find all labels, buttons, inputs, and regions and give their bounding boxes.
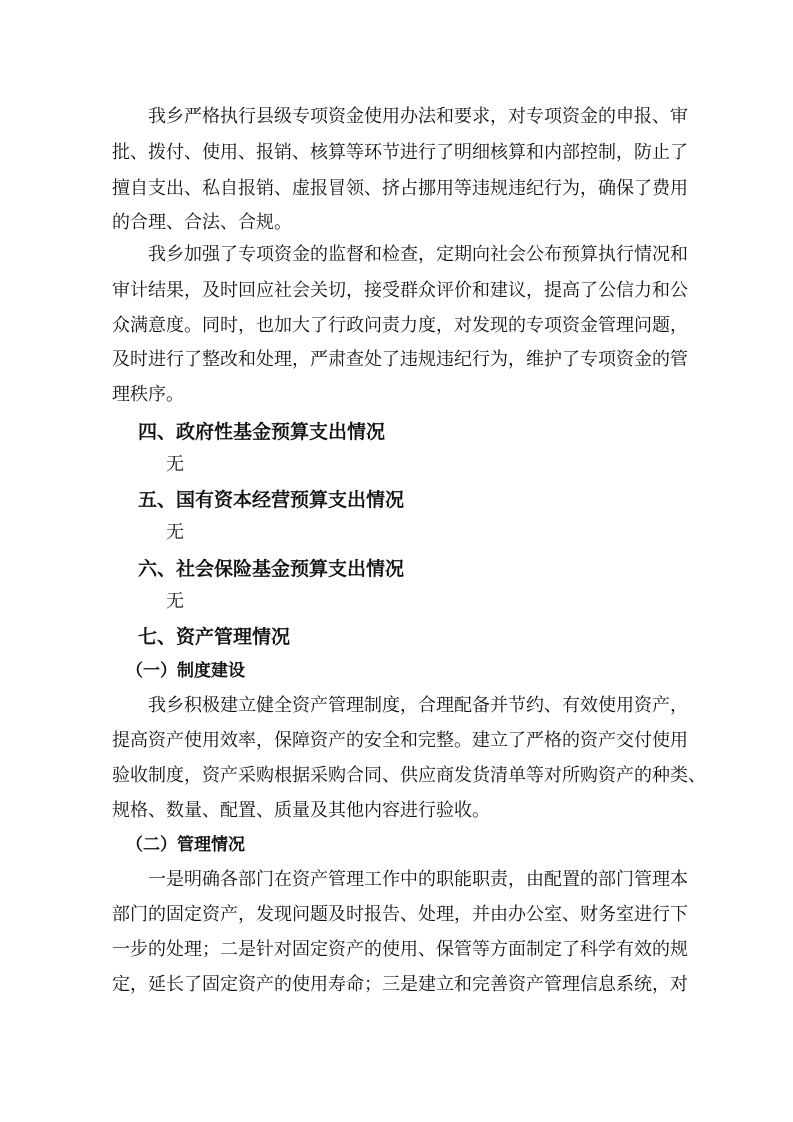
body-text-line: 众满意度。同时，也加大了行政问责力度，对发现的专项资金管理问题，	[112, 315, 688, 336]
body-text-line: 一是明确各部门在资产管理工作中的职能职责，由配置的部门管理本	[112, 869, 688, 890]
section-4-body: 无	[166, 454, 184, 475]
body-text-line: 规格、数量、配置、质量及其他内容进行验收。	[112, 800, 490, 821]
section-heading-7: 七、资产管理情况	[138, 626, 291, 648]
section-heading-6: 六、社会保险基金预算支出情况	[138, 558, 405, 580]
section-6-body: 无	[166, 591, 184, 612]
body-text-line: 定，延长了固定资产的使用寿命；三是建立和完善资产管理信息系统，对	[112, 974, 688, 995]
body-text-line: 我乡严格执行县级专项资金使用办法和要求，对专项资金的申报、审	[112, 106, 688, 127]
body-text-line: 审计结果，及时回应社会关切，接受群众评价和建议，提高了公信力和公	[112, 280, 688, 301]
body-text-line: 擅自支出、私自报销、虚报冒领、挤占挪用等违规违纪行为，确保了费用	[112, 178, 688, 199]
section-heading-5: 五、国有资本经营预算支出情况	[138, 489, 405, 511]
body-text-line: 批、拨付、使用、报销、核算等环节进行了明细核算和内部控制，防止了	[112, 142, 688, 163]
body-text-line: 一步的处理；二是针对固定资产的使用、保管等方面制定了科学有效的规	[112, 939, 688, 960]
body-text-line: 我乡积极建立健全资产管理制度，合理配备并节约、有效使用资产，	[112, 695, 688, 716]
body-text-line: 及时进行了整改和处理，严肃查处了违规违纪行为，维护了专项资金的管	[112, 349, 688, 370]
body-text-line: 部门的固定资产，发现问题及时报告、处理，并由办公室、财务室进行下	[112, 904, 688, 925]
body-text-line: 验收制度，资产采购根据采购合同、供应商发货清单等对所购资产的种类、	[112, 765, 706, 786]
section-heading-4: 四、政府性基金预算支出情况	[138, 421, 386, 443]
body-text-line: 理秩序。	[112, 384, 184, 405]
body-text-line: 提高资产使用效率，保障资产的安全和完整。建立了严格的资产交付使用	[112, 730, 688, 751]
body-text-line: 的合理、合法、合规。	[112, 212, 292, 233]
subsection-heading-1: （一）制度建设	[126, 661, 245, 681]
body-text-line: 我乡加强了专项资金的监督和检查，定期向社会公布预算执行情况和	[112, 244, 688, 265]
section-5-body: 无	[166, 522, 184, 543]
subsection-heading-2: （二）管理情况	[126, 835, 245, 855]
